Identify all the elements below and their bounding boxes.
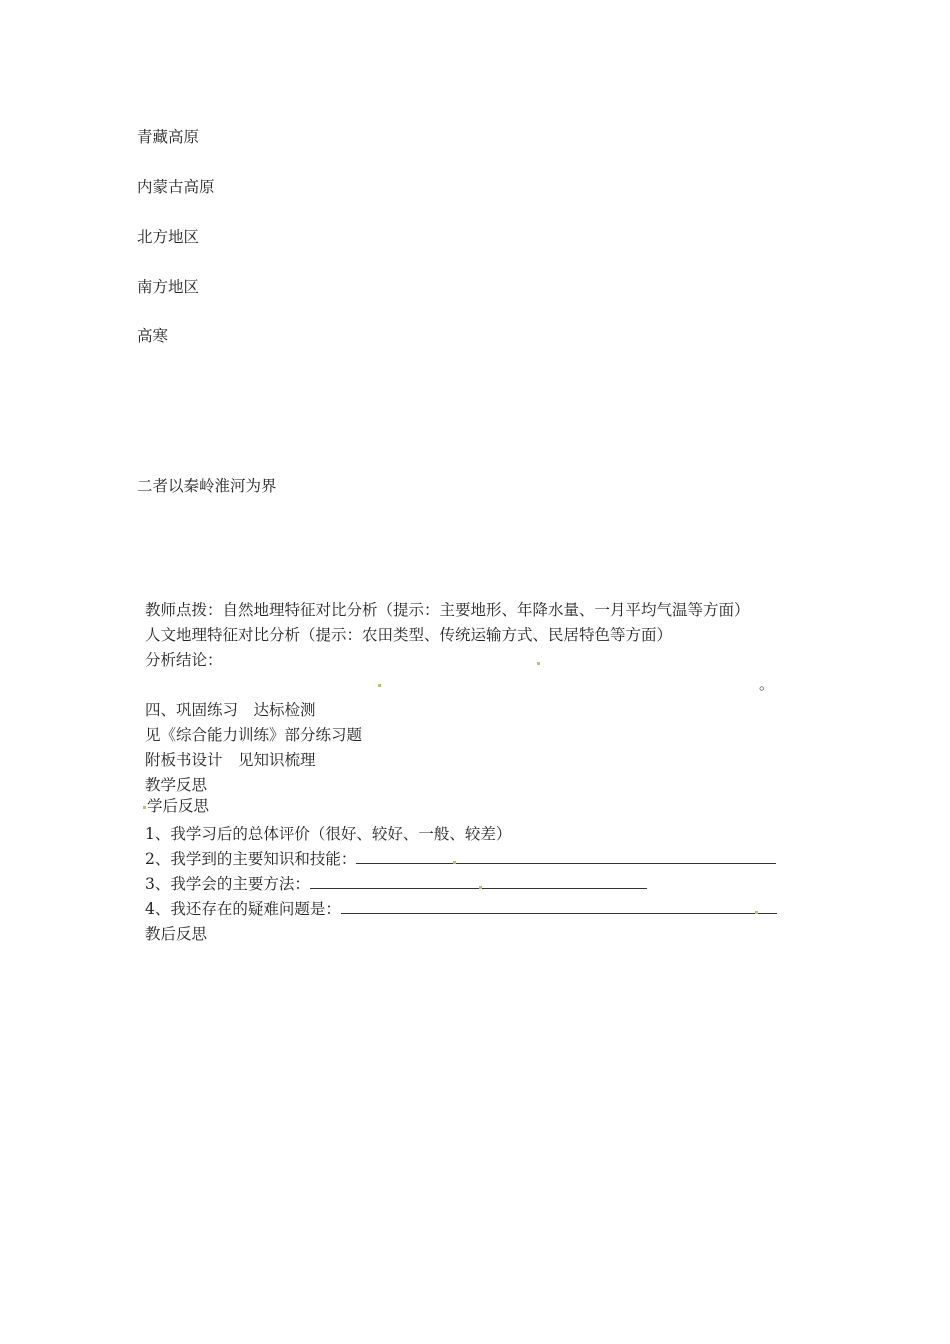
green-dot (453, 861, 456, 864)
teaching-reflection: 教学反思 (145, 776, 208, 794)
question-4-label: 4、我还存在的疑难问题是： (145, 900, 341, 918)
green-dot (143, 806, 146, 809)
post-teaching-reflection: 教后反思 (145, 925, 208, 943)
exercise-ref: 见《综合能力训练》部分练习题 (145, 726, 363, 744)
region-cold: 高寒 (137, 327, 169, 345)
question-1: 1、我学习后的总体评价（很好、较好、一般、较差） (145, 825, 512, 843)
green-dot (537, 662, 540, 665)
conclusion-label: 分析结论： (145, 651, 223, 669)
question-4 (145, 899, 777, 919)
region-south: 南方地区 (137, 278, 200, 296)
end-period: 。 (759, 675, 775, 693)
region-inner-mongolia: 内蒙古高原 (137, 178, 215, 196)
green-dot (755, 911, 758, 914)
question-4-blank[interactable] (341, 899, 777, 914)
post-study-reflection: 学后反思 (147, 797, 210, 815)
green-dot (479, 886, 482, 889)
question-3-label: 3、我学会的主要方法： (145, 875, 310, 893)
question-2-blank[interactable] (356, 849, 776, 864)
teacher-tip: 教师点拨：自然地理特征对比分析（提示：主要地形、年降水量、一月平均气温等方面） (145, 601, 750, 619)
boundary-note: 二者以秦岭淮河为界 (137, 477, 277, 495)
section4-title: 四、巩固练习 达标检测 (145, 701, 316, 719)
board-design: 附板书设计 见知识梳理 (145, 751, 316, 769)
green-dot (378, 684, 381, 687)
question-3 (145, 874, 647, 894)
question-2-label: 2、我学到的主要知识和技能： (145, 850, 357, 868)
region-qinghai-tibet: 青藏高原 (137, 128, 200, 146)
question-2 (145, 849, 776, 869)
region-north: 北方地区 (137, 228, 200, 246)
human-geo-analysis: 人文地理特征对比分析（提示：农田类型、传统运输方式、民居特色等方面） (145, 626, 673, 644)
